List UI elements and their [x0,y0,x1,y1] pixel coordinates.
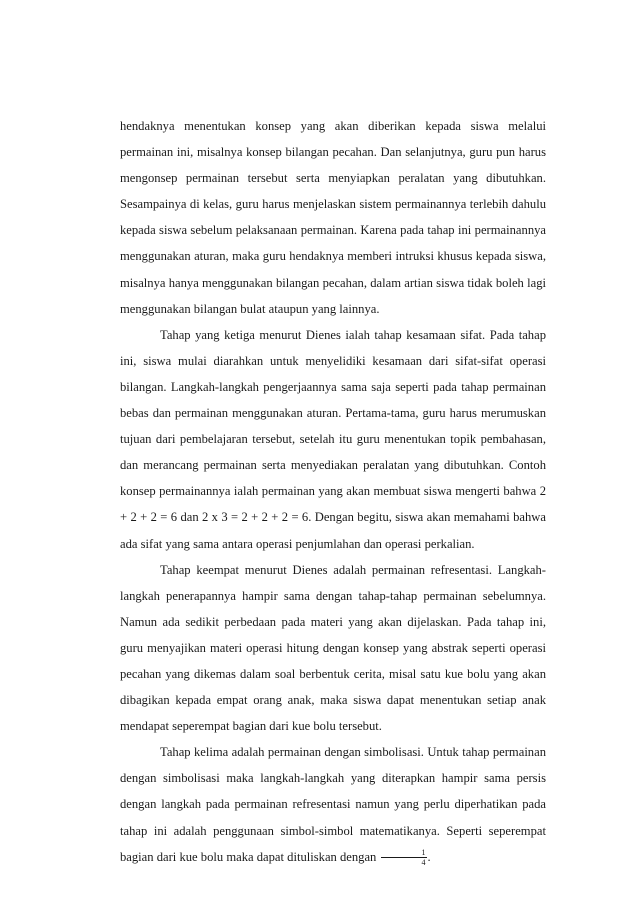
document-body [120,113,546,870]
fraction-one-quarter [381,848,427,867]
paragraph-tahap-ketiga: Tahap yang ketiga menurut Dienes ialah tahap kesamaan sifat. Pada tahap ini, siswa mulai diarahkan untuk menyelidiki kesamaan dari sifat-sifat operasi bilangan. Langkah-langkah pengerjaannya sama saja seperti pada tahap permainan bebas dan permainan menggunakan aturan. Pertama-tama, guru harus merumuskan tujuan dari pembelajaran tersebut, setelah itu guru menentukan topik pembahasan, dan merancang permainan serta menyediakan peralatan yang dibutuhkan. Contoh konsep permainannya ialah permainan yang akan membuat siswa mengerti bahwa 2 + 2 + 2 = 6 dan 2 x 3 = 2 + 2 + 2 = 6. Dengan begitu, siswa akan memahami bahwa ada sifat yang sama antara operasi penjumlahan dan operasi perkalian. [120,327,546,551]
end-punctuation: . [427,849,431,864]
paragraph-text: Tahap kelima adalah permainan dengan simbolisasi. Untuk tahap permainan dengan simbolisasi maka langkah-langkah yang diterapkan hampir sama persis dengan langkah pada permainan refresentasi namun yang perlu diperhatikan pada tahap ini adalah penggunaan simbol-simbol matematikanya. Seperti seperempat bagian dari kue bolu maka dapat dituliskan dengan [120,745,546,864]
fraction-numerator: 1 [381,848,427,858]
fraction-denominator: 4 [421,858,426,868]
paragraph-continuation: hendaknya menentukan konsep yang akan diberikan kepada siswa melalui permainan ini, misalnya konsep bilangan pecahan. Dan selanjutnya, guru pun harus mengonsep permainan tersebut serta menyiapkan peralatan yang dibutuhkan. Sesampainya di kelas, guru harus menjelaskan sistem permainannya terlebih dahulu kepada siswa sebelum pelaksanaan permainan. Karena pada tahap ini permainannya menggunakan aturan, maka guru hendaknya memberi intruksi khusus kepada siswa, misalnya hanya menggunakan bilangan pecahan, dalam artian siswa tidak boleh lagi menggunakan bilangan bulat ataupun yang lainnya. [120,119,546,316]
paragraph-tahap-kelima [120,739,546,869]
paragraph-tahap-keempat: Tahap keempat menurut Dienes adalah permainan refresentasi. Langkah-langkah penerapannya hampir sama dengan tahap-tahap permainan sebelumnya. Namun ada sedikit perbedaan pada materi yang akan dijelaskan. Pada tahap ini, guru menyajikan materi operasi hitung dengan konsep yang abstrak seperti operasi pecahan yang dikemas dalam soal berbentuk cerita, misal satu kue bolu yang akan dibagikan kepada empat orang anak, maka siswa dapat menentukan setiap anak mendapat seperempat bagian dari kue bolu tersebut. [120,562,546,734]
